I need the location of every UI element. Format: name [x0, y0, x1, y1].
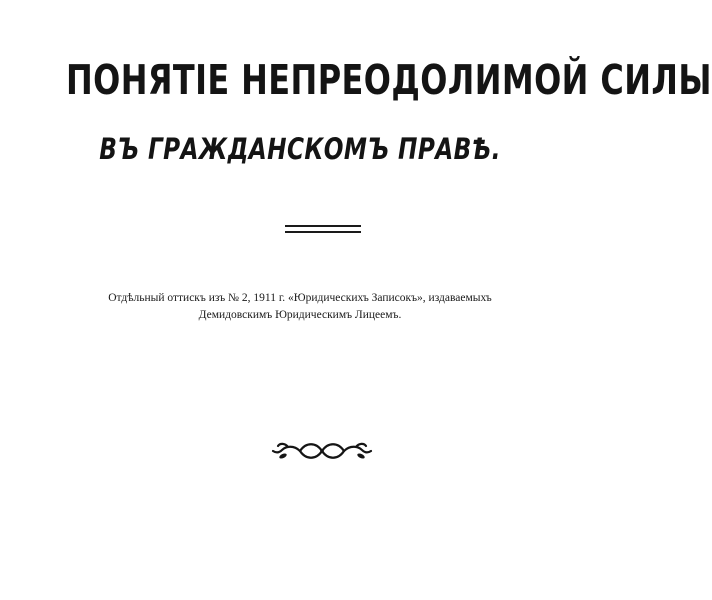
double-rule-top	[285, 225, 361, 227]
imprint-line-1: Отдѣльный оттискъ изъ № 2, 1911 г. «Юридическихъ Записокъ», издаваемыхъ	[108, 292, 492, 304]
book-title: ПОНЯТІЕ НЕПРЕОДОЛИМОЙ СИЛЫ	[66, 56, 712, 104]
imprint-line-2: Демидовскимъ Юридическимъ Лицеемъ.	[198, 309, 402, 321]
imprint-note	[0, 290, 600, 324]
floral-vignette-icon	[270, 438, 374, 464]
double-rule-bottom	[285, 231, 361, 233]
book-subtitle: ВЪ ГРАЖДАНСКОМЪ ПРАВѢ.	[99, 132, 501, 166]
